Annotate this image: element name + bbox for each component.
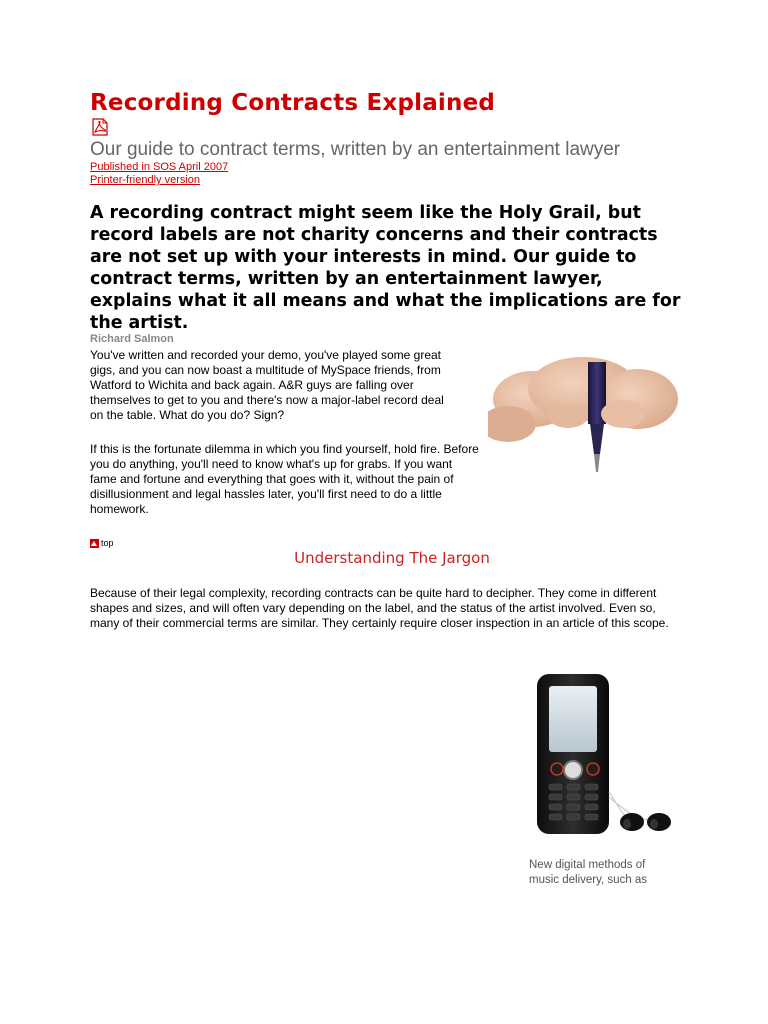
article-subtitle: Our guide to contract terms, written by an entertainment lawyer xyxy=(90,139,621,160)
image-caption: New digital methods of music delivery, such as xyxy=(529,859,648,886)
article-title: Recording Contracts Explained xyxy=(90,90,496,116)
mobile-phone-image xyxy=(527,672,677,842)
back-to-top-link[interactable] xyxy=(90,538,114,548)
section-heading: Understanding The Jargon xyxy=(294,549,490,567)
top-link-label: top xyxy=(101,538,114,548)
author-name: Richard Salmon xyxy=(90,333,174,345)
pen-signing-image xyxy=(488,354,678,479)
paragraph-1: You've written and recorded your demo, you've played some great gigs, and you can now boast a multitude of MySpace friends, from Watford to Wichita and back again. A&R guys are falling over themselves to get to you and there's now a major-label record deal on the table. What do you do? Sign? xyxy=(90,348,444,422)
paragraph-3: Because of their legal complexity, recording contracts can be quite hard to decipher. They come in different shapes and sizes, and will often vary depending on the label, and the status of the artist involved. Even so, many of their commercial terms are similar. They certainly require closer inspection in an article of this scope. xyxy=(90,586,669,630)
pdf-icon[interactable] xyxy=(91,118,109,136)
up-arrow-icon xyxy=(90,539,99,548)
intro-text: A recording contract might seem like the Holy Grail, but record labels are not charity concerns and their contracts are not set up with your interests in mind. Our guide to contract terms, written by an entertainment lawyer, explains what it all means and what the implications are for the artist. xyxy=(90,203,681,333)
printer-friendly-link[interactable]: Printer-friendly version xyxy=(90,174,201,186)
published-link[interactable]: Published in SOS April 2007 xyxy=(90,161,229,173)
paragraph-2: If this is the fortunate dilemma in which you find yourself, hold fire. Before you do anything, you'll need to know what's up for grabs. If you want fame and fortune and everything that goes with it, without the pain of disillusionment and legal hassles later, you'll first need to do a little homework. xyxy=(90,442,479,516)
